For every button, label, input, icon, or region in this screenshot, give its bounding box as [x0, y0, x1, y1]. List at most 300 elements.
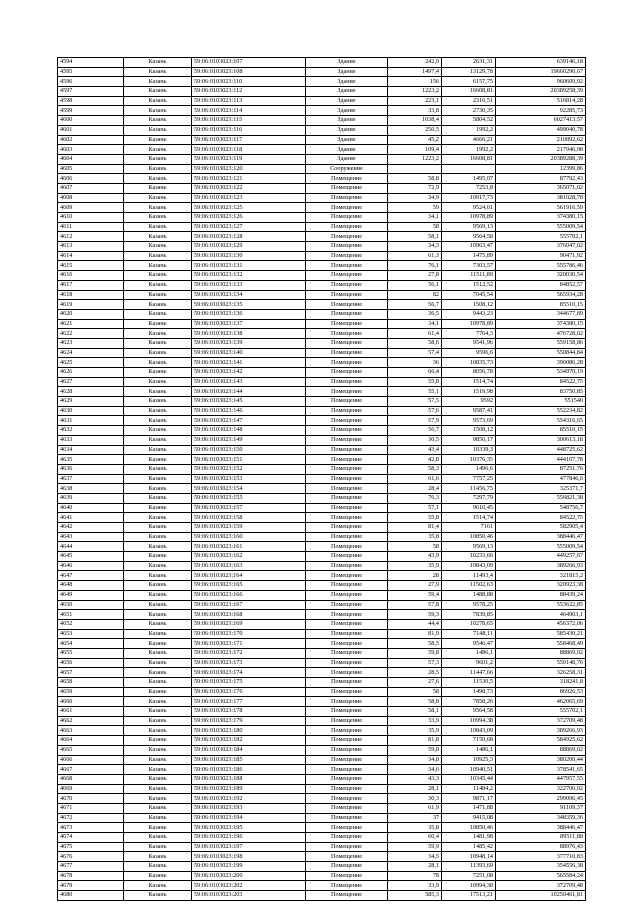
row-number-cell: 4660 — [58, 697, 124, 707]
specific-value-cell: 9856,17 — [442, 435, 496, 445]
area-cell: 27,9 — [388, 581, 442, 591]
object-type-cell: Помещение — [306, 794, 388, 804]
cadastral-number-cell: 59:06:0103023:125 — [192, 203, 306, 213]
row-number-cell: 4629 — [58, 397, 124, 407]
city-cell: Казань — [124, 561, 192, 571]
area-cell: 58,8 — [388, 174, 442, 184]
row-number-cell: 4611 — [58, 222, 124, 232]
cadastral-value-cell: 19660290,67 — [496, 67, 586, 77]
cadastral-value-cell: 444107,78 — [496, 455, 586, 465]
object-type-cell: Помещение — [306, 300, 388, 310]
table-row — [58, 484, 586, 494]
object-type-cell: Помещение — [306, 736, 388, 746]
area-cell: 81,9 — [388, 629, 442, 639]
cadastral-value-cell: 555702,1 — [496, 707, 586, 717]
cadastral-number-cell: 59:06:0103023:195 — [192, 823, 306, 833]
row-number-cell: 4649 — [58, 590, 124, 600]
table-row — [58, 358, 586, 368]
cadastral-number-cell: 59:06:0103023:120 — [192, 164, 306, 174]
specific-value-cell: 1992,2 — [442, 145, 496, 155]
cadastral-value-cell: 380200,44 — [496, 755, 586, 765]
row-number-cell: 4647 — [58, 571, 124, 581]
table-row — [58, 833, 586, 843]
cadastral-number-cell: 59:06:0103023:189 — [192, 784, 306, 794]
cadastral-number-cell: 59:06:0103023:172 — [192, 648, 306, 658]
area-cell: 109,4 — [388, 145, 442, 155]
city-cell: Казань — [124, 687, 192, 697]
area-cell: 35,9 — [388, 726, 442, 736]
cadastral-value-cell: 565934,28 — [496, 290, 586, 300]
cadastral-value-cell: 582905,4 — [496, 523, 586, 533]
cadastral-number-cell: 59:06:0103023:194 — [192, 813, 306, 823]
table-row — [58, 368, 586, 378]
specific-value-cell: 9569,13 — [442, 222, 496, 232]
table-row — [58, 610, 586, 620]
cadastral-number-cell: 59:06:0103023:149 — [192, 435, 306, 445]
city-cell: Казань — [124, 668, 192, 678]
cadastral-value-cell: 556821,38 — [496, 493, 586, 503]
specific-value-cell: 2631,31 — [442, 58, 496, 68]
row-number-cell: 4612 — [58, 232, 124, 242]
row-number-cell: 4680 — [58, 891, 124, 901]
row-number-cell: 4657 — [58, 668, 124, 678]
area-cell: 28,4 — [388, 484, 442, 494]
table-row — [58, 435, 586, 445]
cadastral-number-cell: 59:06:0103023:203 — [192, 891, 306, 901]
specific-value-cell: 11493,4 — [442, 571, 496, 581]
row-number-cell: 4668 — [58, 774, 124, 784]
area-cell: 57,9 — [388, 416, 442, 426]
row-number-cell: 4635 — [58, 455, 124, 465]
city-cell: Казань — [124, 222, 192, 232]
city-cell: Казань — [124, 697, 192, 707]
row-number-cell: 4661 — [58, 707, 124, 717]
table-row — [58, 261, 586, 271]
object-type-cell: Помещение — [306, 503, 388, 513]
cadastral-value-cell: 389266,93 — [496, 726, 586, 736]
cadastral-value-cell: 389266,93 — [496, 561, 586, 571]
row-number-cell: 4623 — [58, 338, 124, 348]
city-cell: Казань — [124, 358, 192, 368]
cadastral-value-cell: 585430,21 — [496, 629, 586, 639]
row-number-cell: 4608 — [58, 193, 124, 203]
city-cell: Казань — [124, 397, 192, 407]
city-cell: Казань — [124, 542, 192, 552]
specific-value-cell: 16608,81 — [442, 87, 496, 97]
specific-value-cell: 6157,75 — [442, 77, 496, 87]
cadastral-value-cell: 321815,2 — [496, 571, 586, 581]
specific-value-cell: 1485,42 — [442, 842, 496, 852]
specific-value-cell: 2316,51 — [442, 96, 496, 106]
city-cell: Казань — [124, 416, 192, 426]
cadastral-value-cell: 555009,54 — [496, 542, 586, 552]
specific-value-cell: 10843,09 — [442, 561, 496, 571]
table-row — [58, 513, 586, 523]
area-cell: 33,8 — [388, 106, 442, 116]
object-type-cell: Здание — [306, 125, 388, 135]
specific-value-cell: 8056,78 — [442, 368, 496, 378]
object-type-cell: Помещение — [306, 377, 388, 387]
object-type-cell: Здание — [306, 106, 388, 116]
table-row — [58, 891, 586, 901]
object-type-cell: Помещение — [306, 222, 388, 232]
cadastral-value-cell: 91109,37 — [496, 803, 586, 813]
cadastral-number-cell: 59:06:0103023:197 — [192, 842, 306, 852]
cadastral-value-cell: 348359,36 — [496, 813, 586, 823]
area-cell: 59,9 — [388, 842, 442, 852]
cadastral-value-cell: 320923,38 — [496, 581, 586, 591]
specific-value-cell: 10978,89 — [442, 319, 496, 329]
area-cell: 1497,4 — [388, 67, 442, 77]
row-number-cell: 4615 — [58, 261, 124, 271]
cadastral-number-cell: 59:06:0103023:171 — [192, 639, 306, 649]
cadastral-number-cell: 59:06:0103023:137 — [192, 319, 306, 329]
city-cell: Казань — [124, 445, 192, 455]
area-cell: 34,8 — [388, 755, 442, 765]
cadastral-number-cell: 59:06:0103023:117 — [192, 135, 306, 145]
area-cell: 30,5 — [388, 435, 442, 445]
cadastral-number-cell: 59:06:0103023:165 — [192, 581, 306, 591]
row-number-cell: 4622 — [58, 329, 124, 339]
table-row — [58, 164, 586, 174]
area-cell: 44,4 — [388, 619, 442, 629]
cadastral-number-cell: 59:06:0103023:200 — [192, 871, 306, 881]
city-cell: Казань — [124, 145, 192, 155]
specific-value-cell: 7764,3 — [442, 329, 496, 339]
city-cell: Казань — [124, 871, 192, 881]
city-cell: Казань — [124, 251, 192, 261]
city-cell: Казань — [124, 581, 192, 591]
object-type-cell: Помещение — [306, 862, 388, 872]
object-type-cell: Помещение — [306, 455, 388, 465]
cadastral-number-cell: 59:06:0103023:127 — [192, 222, 306, 232]
area-cell: 59,8 — [388, 745, 442, 755]
specific-value-cell: 7148,11 — [442, 629, 496, 639]
city-cell: Казань — [124, 862, 192, 872]
city-cell: Казань — [124, 106, 192, 116]
area-cell: 61,9 — [388, 803, 442, 813]
city-cell: Казань — [124, 193, 192, 203]
object-type-cell: Здание — [306, 96, 388, 106]
specific-value-cell: 7858,26 — [442, 697, 496, 707]
cadastral-number-cell: 59:06:0103023:162 — [192, 552, 306, 562]
specific-value-cell: 10978,89 — [442, 213, 496, 223]
specific-value-cell: 13129,78 — [442, 67, 496, 77]
city-cell: Казань — [124, 174, 192, 184]
table-row — [58, 193, 586, 203]
cadastral-value-cell: 477846,6 — [496, 474, 586, 484]
specific-value-cell: 1992,2 — [442, 125, 496, 135]
specific-value-cell: 9573,69 — [442, 416, 496, 426]
table-row — [58, 697, 586, 707]
table-row — [58, 590, 586, 600]
specific-value-cell: 10843,09 — [442, 726, 496, 736]
city-cell: Казань — [124, 213, 192, 223]
cadastral-number-cell: 59:06:0103023:157 — [192, 503, 306, 513]
area-cell: 59,8 — [388, 648, 442, 658]
specific-value-cell: 9596,6 — [442, 348, 496, 358]
cadastral-value-cell: 499040,78 — [496, 125, 586, 135]
city-cell: Казань — [124, 368, 192, 378]
cadastral-number-cell: 59:06:0103023:160 — [192, 532, 306, 542]
table-row — [58, 668, 586, 678]
city-cell: Казань — [124, 319, 192, 329]
object-type-cell: Помещение — [306, 571, 388, 581]
specific-value-cell: 9546,47 — [442, 639, 496, 649]
cadastral-number-cell: 59:06:0103023:184 — [192, 745, 306, 755]
object-type-cell: Помещение — [306, 271, 388, 281]
table-row — [58, 58, 586, 68]
city-cell: Казань — [124, 610, 192, 620]
table-row — [58, 377, 586, 387]
cadastral-value-cell: 318241,8 — [496, 678, 586, 688]
cadastral-value-cell: 88976,43 — [496, 842, 586, 852]
table-row — [58, 251, 586, 261]
table-row — [58, 280, 586, 290]
cadastral-number-cell: 59:06:0103023:132 — [192, 271, 306, 281]
object-type-cell: Помещение — [306, 716, 388, 726]
object-type-cell: Помещение — [306, 784, 388, 794]
cadastral-value-cell: 322706,02 — [496, 784, 586, 794]
row-number-cell: 4605 — [58, 164, 124, 174]
cadastral-number-cell: 59:06:0103023:112 — [192, 87, 306, 97]
specific-value-cell: 7150,68 — [442, 736, 496, 746]
object-type-cell: Помещение — [306, 561, 388, 571]
city-cell: Казань — [124, 290, 192, 300]
area-cell: 43,9 — [388, 552, 442, 562]
row-number-cell: 4653 — [58, 629, 124, 639]
row-number-cell: 4631 — [58, 416, 124, 426]
cadastral-value-cell: 89511,88 — [496, 833, 586, 843]
cadastral-number-cell: 59:06:0103023:188 — [192, 774, 306, 784]
cadastral-value-cell: 561916,59 — [496, 203, 586, 213]
specific-value-cell: 7251,08 — [442, 871, 496, 881]
table-row — [58, 406, 586, 416]
cadastral-value-cell: 92285,73 — [496, 106, 586, 116]
row-number-cell: 4642 — [58, 523, 124, 533]
area-cell: 81,4 — [388, 523, 442, 533]
object-type-cell: Помещение — [306, 552, 388, 562]
table-row — [58, 629, 586, 639]
cadastral-number-cell: 59:06:0103023:107 — [192, 58, 306, 68]
area-cell: 61,4 — [388, 329, 442, 339]
area-cell: 57,3 — [388, 658, 442, 668]
area-cell: 58,5 — [388, 639, 442, 649]
area-cell: 1223,2 — [388, 154, 442, 164]
cadastral-number-cell: 59:06:0103023:154 — [192, 484, 306, 494]
city-cell: Казань — [124, 823, 192, 833]
row-number-cell: 4604 — [58, 154, 124, 164]
table-row — [58, 474, 586, 484]
specific-value-cell: 1471,88 — [442, 803, 496, 813]
cadastral-value-cell: 516814,28 — [496, 96, 586, 106]
row-number-cell: 4617 — [58, 280, 124, 290]
row-number-cell: 4656 — [58, 658, 124, 668]
specific-value-cell: 11502,63 — [442, 581, 496, 591]
cadastral-value-cell: 217946,98 — [496, 145, 586, 155]
cadastral-value-cell: 6027413,57 — [496, 116, 586, 126]
cadastral-value-cell: 448725,62 — [496, 445, 586, 455]
city-cell: Казань — [124, 232, 192, 242]
table-row — [58, 455, 586, 465]
specific-value-cell: 9541,96 — [442, 338, 496, 348]
cadastral-number-cell: 59:06:0103023:202 — [192, 881, 306, 891]
table-row — [58, 213, 586, 223]
area-cell: 66,4 — [388, 368, 442, 378]
cadastral-value-cell: 550844,84 — [496, 348, 586, 358]
object-type-cell: Здание — [306, 154, 388, 164]
table-row — [58, 222, 586, 232]
specific-value-cell: 1514,74 — [442, 513, 496, 523]
table-row — [58, 765, 586, 775]
area-cell: 59,4 — [388, 590, 442, 600]
specific-value-cell: 7161 — [442, 523, 496, 533]
object-type-cell: Помещение — [306, 280, 388, 290]
row-number-cell: 4673 — [58, 823, 124, 833]
area-cell: 28,1 — [388, 862, 442, 872]
table-row — [58, 67, 586, 77]
row-number-cell: 4594 — [58, 58, 124, 68]
cadastral-number-cell: 59:06:0103023:138 — [192, 329, 306, 339]
cadastral-number-cell: 59:06:0103023:153 — [192, 474, 306, 484]
table-row — [58, 600, 586, 610]
table-row — [58, 871, 586, 881]
cadastral-value-cell: 344677,89 — [496, 309, 586, 319]
table-row — [58, 232, 586, 242]
specific-value-cell: 10994,38 — [442, 716, 496, 726]
cadastral-value-cell: 449257,67 — [496, 552, 586, 562]
cadastral-number-cell: 59:06:0103023:130 — [192, 251, 306, 261]
row-number-cell: 4601 — [58, 125, 124, 135]
city-cell: Казань — [124, 154, 192, 164]
city-cell: Казань — [124, 309, 192, 319]
specific-value-cell: 1488,88 — [442, 590, 496, 600]
specific-value-cell: 9564,58 — [442, 232, 496, 242]
object-type-cell: Помещение — [306, 387, 388, 397]
specific-value-cell: 7297,79 — [442, 493, 496, 503]
specific-value-cell: 10345,44 — [442, 774, 496, 784]
table-row — [58, 416, 586, 426]
cadastral-value-cell: 90471,92 — [496, 251, 586, 261]
cadastral-number-cell: 59:06:0103023:155 — [192, 493, 306, 503]
row-number-cell: 4667 — [58, 765, 124, 775]
area-cell: 58,6 — [388, 338, 442, 348]
table-row — [58, 745, 586, 755]
cadastral-number-cell: 59:06:0103023:123 — [192, 193, 306, 203]
row-number-cell: 4676 — [58, 852, 124, 862]
cadastral-number-cell: 59:06:0103023:135 — [192, 300, 306, 310]
object-type-cell: Помещение — [306, 290, 388, 300]
table-row — [58, 106, 586, 116]
cadastral-value-cell: 555786,46 — [496, 261, 586, 271]
table-row — [58, 639, 586, 649]
cadastral-number-cell: 59:06:0103023:176 — [192, 687, 306, 697]
row-number-cell: 4655 — [58, 648, 124, 658]
cadastral-value-cell: 86926,53 — [496, 687, 586, 697]
table-row — [58, 707, 586, 717]
table-row — [58, 183, 586, 193]
object-type-cell: Помещение — [306, 581, 388, 591]
area-cell: 45,2 — [388, 135, 442, 145]
object-type-cell: Здание — [306, 87, 388, 97]
cadastral-value-cell: 20389288,39 — [496, 154, 586, 164]
table-row — [58, 571, 586, 581]
city-cell: Казань — [124, 784, 192, 794]
object-type-cell: Помещение — [306, 542, 388, 552]
table-row — [58, 755, 586, 765]
area-cell: 55,1 — [388, 387, 442, 397]
specific-value-cell: 9871,17 — [442, 794, 496, 804]
area-cell: 33,9 — [388, 881, 442, 891]
cadastral-number-cell: 59:06:0103023:113 — [192, 96, 306, 106]
area-cell: 58 — [388, 222, 442, 232]
area-cell: 34,9 — [388, 193, 442, 203]
object-type-cell: Помещение — [306, 532, 388, 542]
cadastral-number-cell: 59:06:0103023:177 — [192, 697, 306, 707]
area-cell: 35,8 — [388, 532, 442, 542]
specific-value-cell: 1508,12 — [442, 426, 496, 436]
cadastral-number-cell: 59:06:0103023:180 — [192, 726, 306, 736]
specific-value-cell: 9564,58 — [442, 707, 496, 717]
cadastral-number-cell: 59:06:0103023:173 — [192, 658, 306, 668]
row-number-cell: 4606 — [58, 174, 124, 184]
row-number-cell: 4638 — [58, 484, 124, 494]
city-cell: Казань — [124, 532, 192, 542]
specific-value-cell: 1514,74 — [442, 377, 496, 387]
row-number-cell: 4625 — [58, 358, 124, 368]
cadastral-number-cell: 59:06:0103023:134 — [192, 290, 306, 300]
object-type-cell: Здание — [306, 77, 388, 87]
cadastral-value-cell: 88869,02 — [496, 745, 586, 755]
row-number-cell: 4666 — [58, 755, 124, 765]
cadastral-number-cell: 59:06:0103023:170 — [192, 629, 306, 639]
cadastral-number-cell: 59:06:0103023:108 — [192, 67, 306, 77]
specific-value-cell: 10835,73 — [442, 358, 496, 368]
object-type-cell: Помещение — [306, 755, 388, 765]
row-number-cell: 4598 — [58, 96, 124, 106]
city-cell: Казань — [124, 377, 192, 387]
specific-value-cell: 7757,25 — [442, 474, 496, 484]
cadastral-value-cell: 85510,15 — [496, 300, 586, 310]
object-type-cell: Помещение — [306, 368, 388, 378]
cadastral-value-cell: 390086,28 — [496, 358, 586, 368]
object-type-cell: Помещение — [306, 852, 388, 862]
object-type-cell: Помещение — [306, 639, 388, 649]
row-number-cell: 4665 — [58, 745, 124, 755]
area-cell: 56,7 — [388, 300, 442, 310]
cadastral-number-cell: 59:06:0103023:122 — [192, 183, 306, 193]
table-row — [58, 309, 586, 319]
city-cell: Казань — [124, 678, 192, 688]
row-number-cell: 4675 — [58, 842, 124, 852]
cadastral-number-cell: 59:06:0103023:119 — [192, 154, 306, 164]
cadastral-number-cell: 59:06:0103023:128 — [192, 232, 306, 242]
cadastral-value-cell: 300613,18 — [496, 435, 586, 445]
cadastral-value-cell: 388446,47 — [496, 532, 586, 542]
row-number-cell: 4663 — [58, 726, 124, 736]
area-cell: 1038,4 — [388, 116, 442, 126]
city-cell: Казань — [124, 261, 192, 271]
area-cell: 72,9 — [388, 183, 442, 193]
area-cell: 56,1 — [388, 280, 442, 290]
city-cell: Казань — [124, 271, 192, 281]
object-type-cell: Помещение — [306, 619, 388, 629]
city-cell: Казань — [124, 455, 192, 465]
specific-value-cell: 10376,35 — [442, 455, 496, 465]
city-cell: Казань — [124, 658, 192, 668]
specific-value-cell: 16608,81 — [442, 154, 496, 164]
city-cell: Казань — [124, 87, 192, 97]
